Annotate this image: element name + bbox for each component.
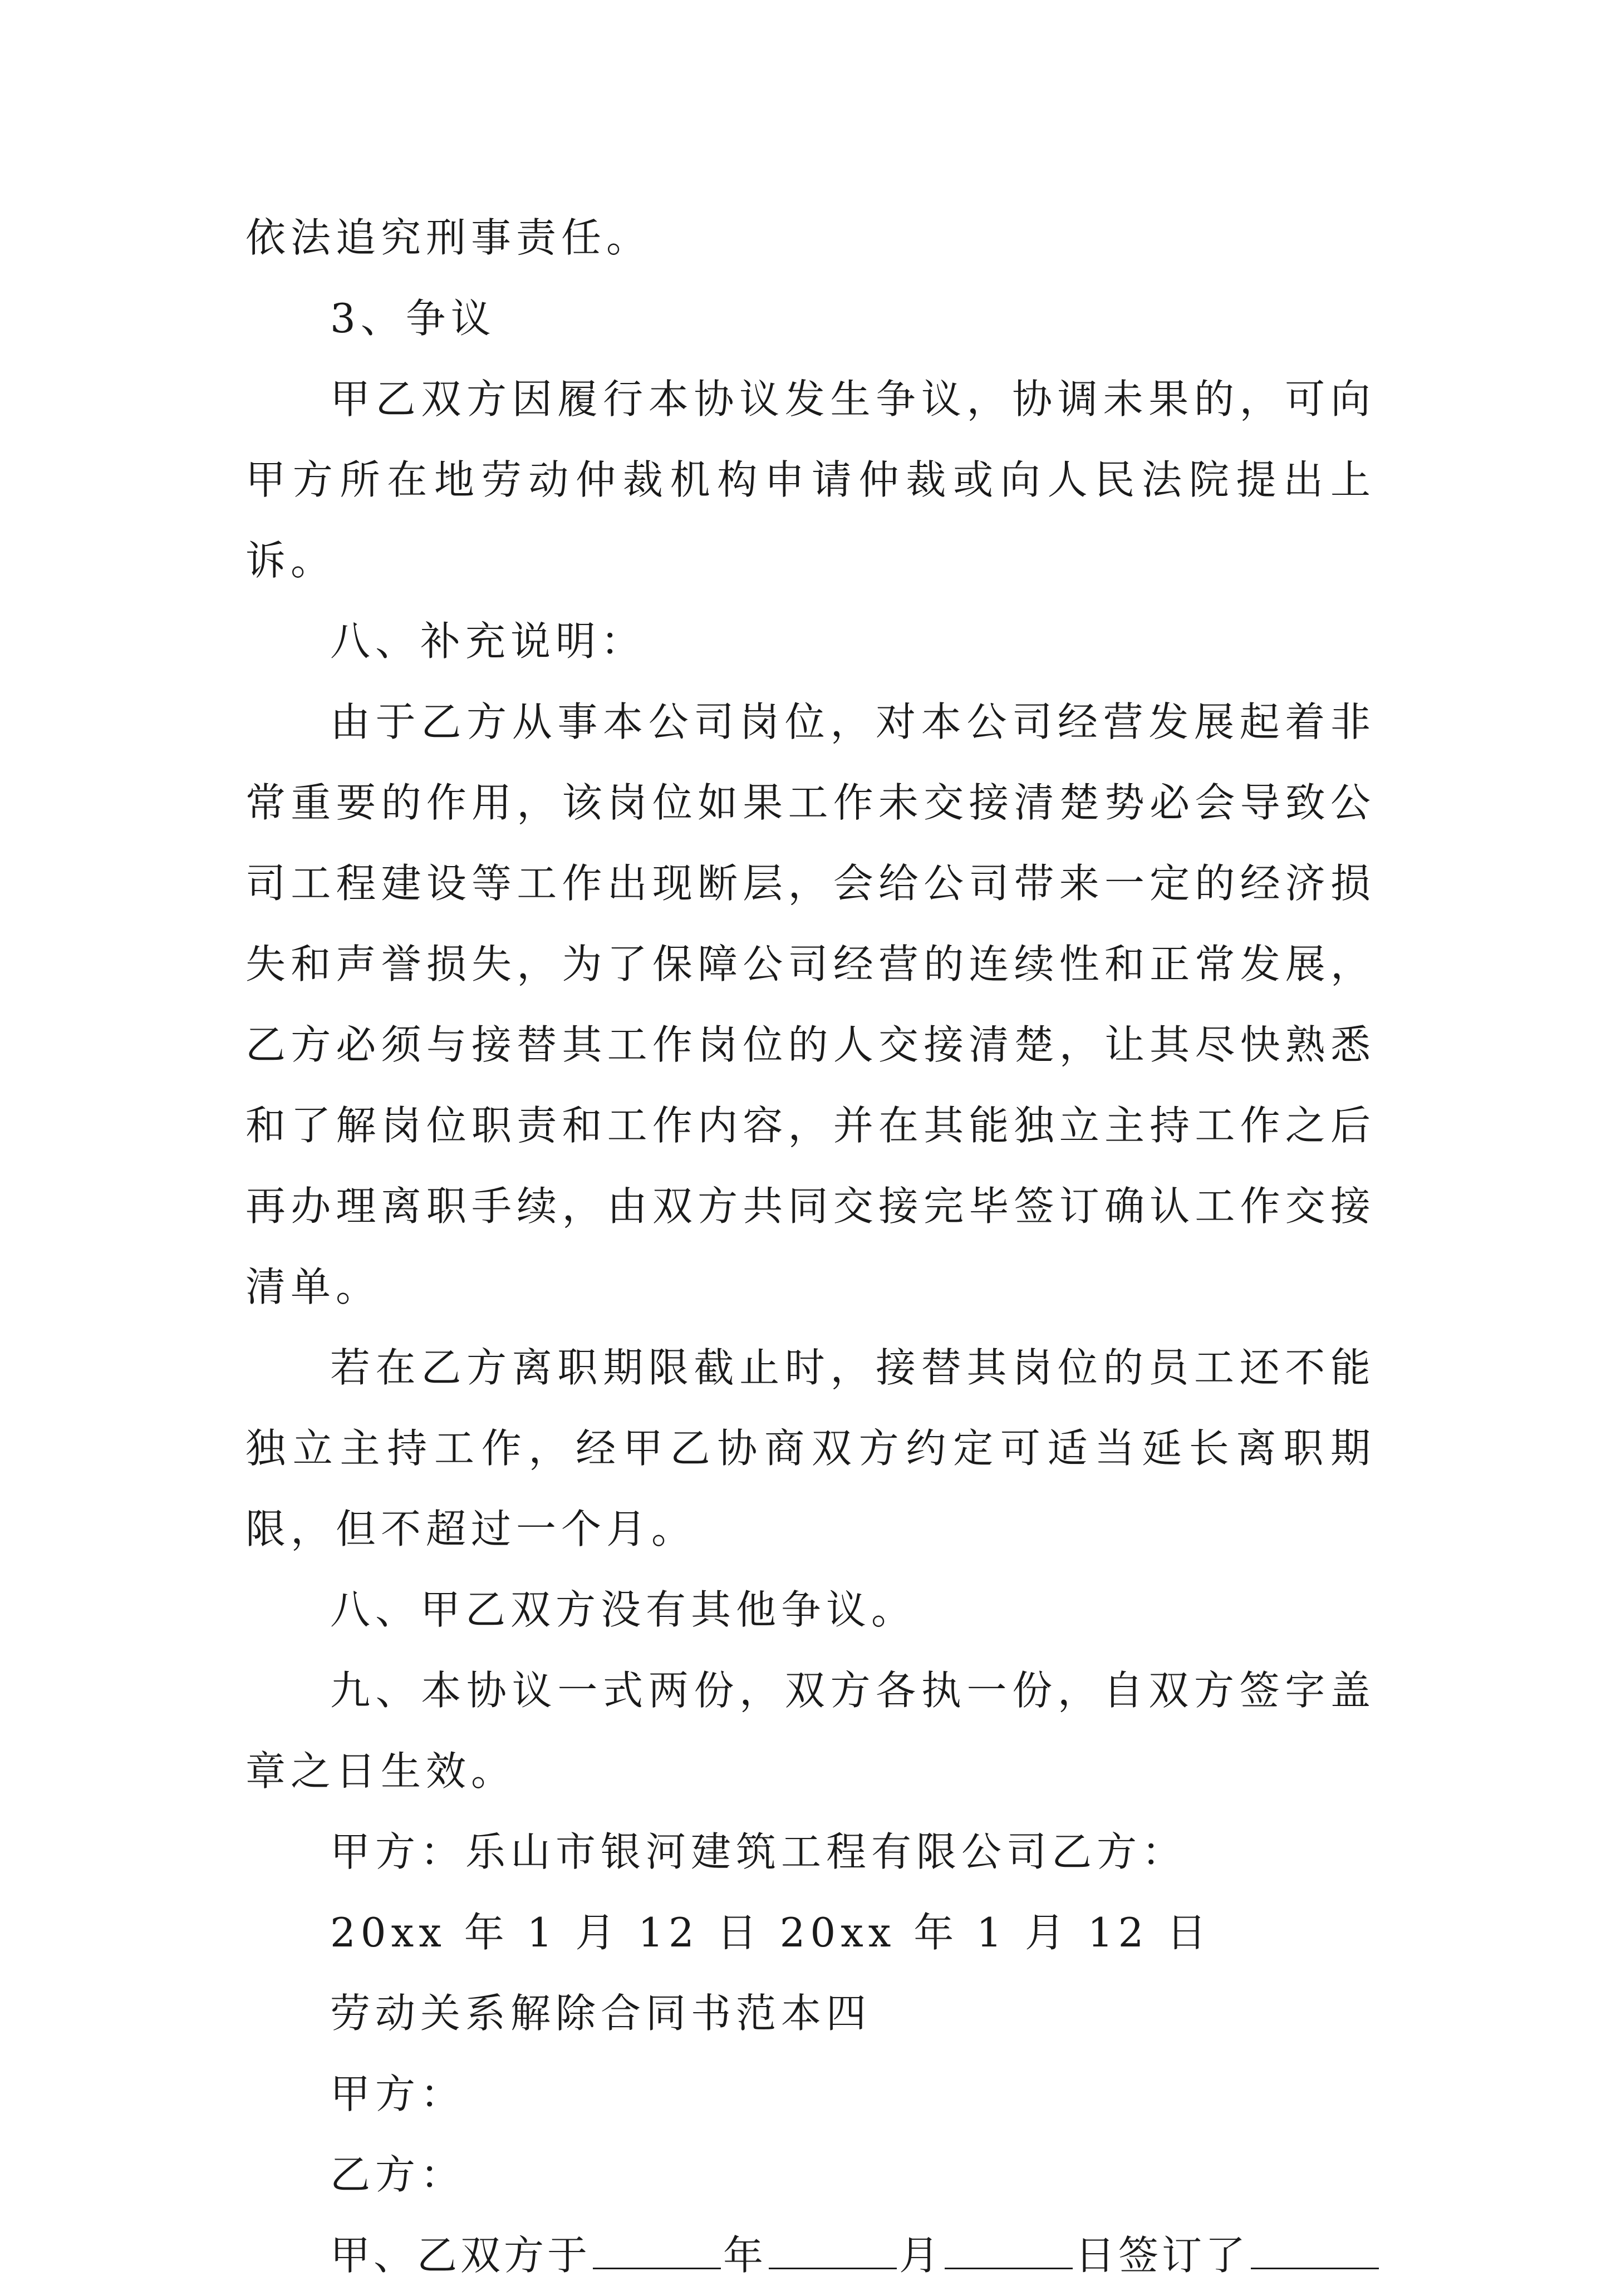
blank-day[interactable] [945, 2234, 1073, 2269]
paragraph-supplement-heading: 八、补充说明： [330, 618, 646, 665]
paragraph-signing-line [245, 2215, 1376, 2296]
signing-text-month: 月 [899, 2232, 943, 2279]
paragraph-extension-text: 若在乙方离职期限截止时，接替其岗位的员工还不能独立主持工作，经甲乙协商双方约定可适当延长离职期限，但不超过一个月。 [245, 1344, 1376, 1552]
blank-month[interactable] [769, 2234, 897, 2269]
paragraph-copies: 九、本协议一式两份，双方各执一份，自双方签字盖章之日生效。 [245, 1667, 1376, 1794]
paragraph-no-dispute: 八、甲乙双方没有其他争议。 [330, 1586, 917, 1633]
paragraph-parties: 甲方：乐山市银河建筑工程有限公司乙方： [330, 1828, 1187, 1875]
blank-year[interactable] [593, 2234, 721, 2269]
signing-text-intro: 甲、乙双方于 [330, 2232, 591, 2279]
paragraph-dates: 20xx 年 1 月 12 日 20xx 年 1 月 12 日 [330, 1909, 1212, 1956]
signing-text-year: 年 [723, 2232, 767, 2279]
paragraph-dispute-heading: 3、争议 [330, 295, 496, 342]
document-body [245, 198, 1376, 2296]
paragraph-template-title: 劳动关系解除合同书范本四 [330, 1990, 872, 2037]
blank-contract[interactable] [1251, 2234, 1379, 2269]
paragraph-party-a: 甲方： [330, 2071, 466, 2117]
signing-text-day: 日签订了 [1075, 2232, 1249, 2279]
paragraph-supplement-text: 由于乙方从事本公司岗位，对本公司经营发展起着非常重要的作用，该岗位如果工作未交接清楚势必会导致公司工程建设等工作出现断层，会给公司带来一定的经济损失和声誉损失，为了保障公司经营的连续性和正常发展，乙方必须与接替其工作岗位的人交接清楚，让其尽快熟悉和了解岗位职责和工作内容，并在其能独立主持工作之后再办理离职手续，由双方共同交接完毕签订确认工作交接清单。 [245, 699, 1376, 1310]
paragraph-dispute-text: 甲乙双方因履行本协议发生争议，协调未果的，可向甲方所在地劳动仲裁机构申请仲裁或向人民法院提出上诉。 [245, 376, 1376, 584]
paragraph-criminal-liability: 依法追究刑事责任。 [245, 214, 652, 261]
paragraph-party-b: 乙方： [330, 2151, 466, 2198]
